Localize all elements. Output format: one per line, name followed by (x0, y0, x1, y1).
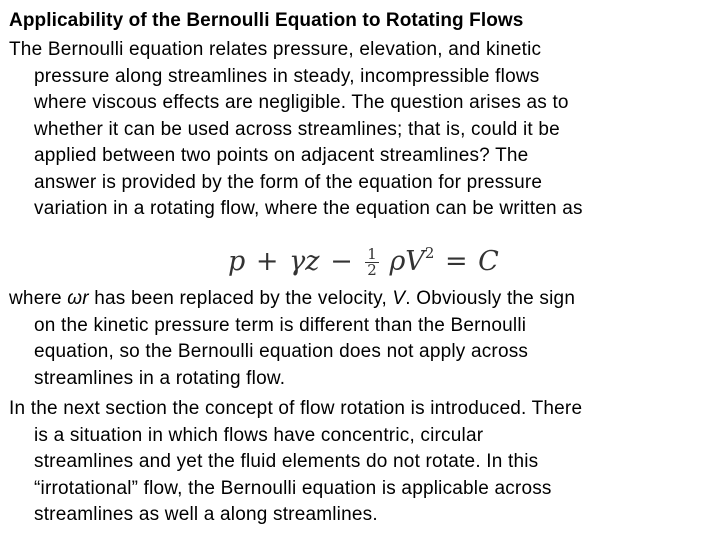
paragraph-line: where viscous effects are negligible. The question arises as to (34, 92, 569, 113)
text-fragment: where (9, 288, 68, 309)
paragraph-line: variation in a rotating flow, where the equation can be written as (34, 198, 583, 219)
intro-paragraph (9, 37, 719, 223)
equation-plus: + (255, 246, 279, 277)
paragraph-line (9, 286, 719, 313)
explanation-paragraph (9, 286, 719, 392)
text-fragment: . Obviously the sign (405, 288, 576, 309)
equation-kinetic-term: ρV (389, 246, 425, 277)
paragraph-line: on the kinetic pressure term is different than the Bernoulli (34, 314, 527, 336)
paragraph-line: whether it can be used across streamlines; that is, could it be (34, 118, 560, 140)
paragraph-line: equation, so the Bernoulli equation does not apply across (34, 341, 529, 362)
equation-exponent: 2 (424, 244, 435, 262)
omega-r-variable: ωr (67, 288, 89, 309)
equation-fraction (365, 247, 379, 278)
equation-equals: = (444, 246, 468, 277)
paragraph-line: “irrotational” flow, the Bernoulli equation is applicable across (34, 477, 552, 499)
paragraph-line: is a situation in which flows have concentric, circular (34, 424, 484, 446)
equation-minus: − (330, 246, 353, 277)
velocity-variable: V (392, 288, 406, 309)
paragraph-line: applied between two points on adjacent streamlines? The (34, 145, 529, 166)
fraction-denominator: 2 (367, 261, 377, 279)
slide-title: Applicability of the Bernoulli Equation to Rotating Flows (9, 10, 524, 31)
equation-pressure: p (228, 246, 246, 277)
paragraph-line: In the next section the concept of flow rotation is introduced. There (9, 398, 583, 419)
equation-constant: C (478, 246, 499, 277)
paragraph-line: answer is provided by the form of the equation for pressure (34, 171, 543, 193)
equation-elevation-term: γz (289, 246, 320, 277)
paragraph-line: The Bernoulli equation relates pressure, elevation, and kinetic (9, 39, 542, 60)
paragraph-line: streamlines and yet the fluid elements do not rotate. In this (34, 451, 539, 472)
fraction-numerator: 1 (367, 245, 377, 263)
paragraph-line: streamlines as well a along streamlines. (34, 504, 378, 525)
next-section-paragraph (9, 396, 719, 529)
text-fragment: has been replaced by the velocity, (88, 288, 393, 309)
paragraph-line: streamlines in a rotating flow. (34, 367, 286, 389)
rotating-flow-equation (228, 232, 499, 279)
paragraph-line: pressure along streamlines in steady, incompressible flows (34, 65, 540, 87)
